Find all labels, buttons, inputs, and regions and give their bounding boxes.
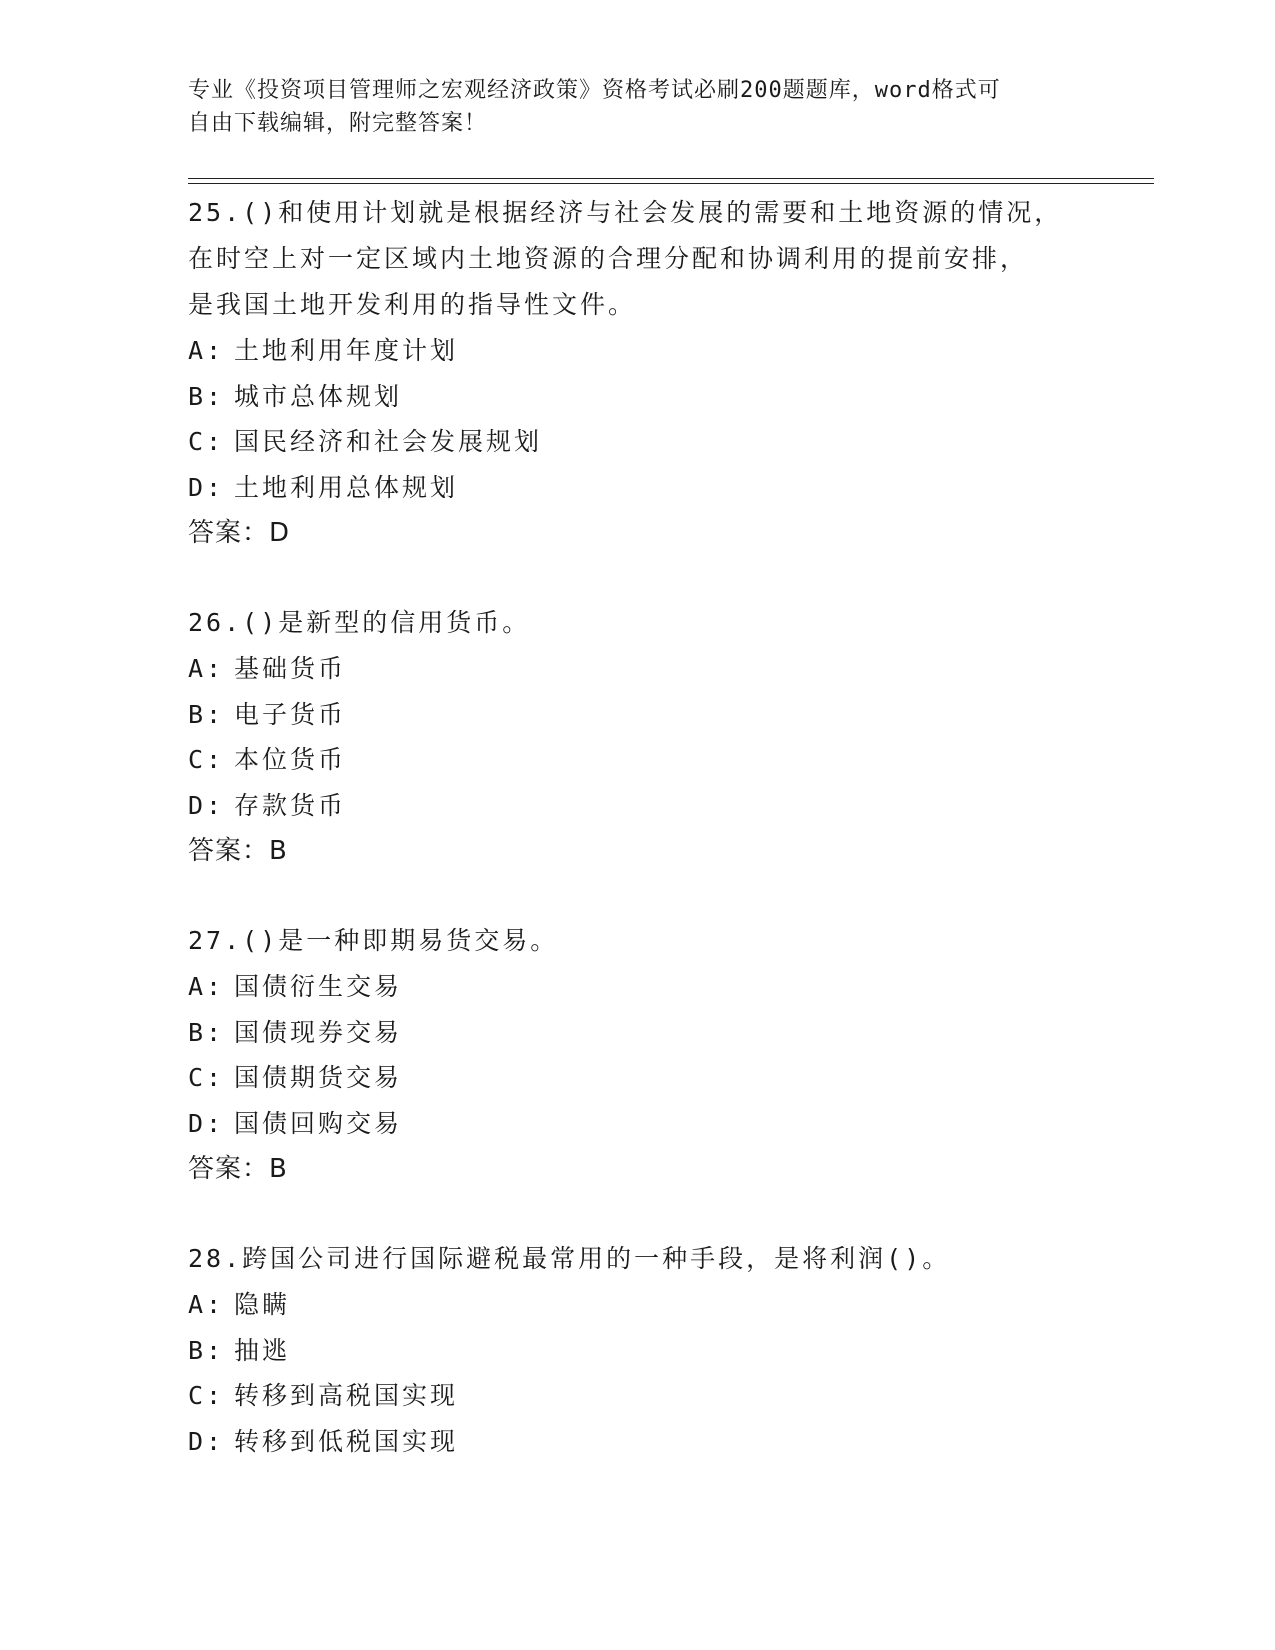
option-text: 国债衍生交易 <box>234 972 403 1001</box>
header-line-2: 自由下载编辑，附完整答案！ <box>188 111 488 136</box>
question-text-line: 25.()和使用计划就是根据经济与社会发展的需要和土地资源的情况， <box>188 198 1063 227</box>
option-text: 国债期货交易 <box>234 1063 403 1092</box>
option-c <box>188 1055 1088 1101</box>
option-key: C: <box>188 427 225 456</box>
option-b <box>188 1328 1088 1374</box>
option-key: B: <box>188 1335 225 1365</box>
option-c <box>188 419 1088 465</box>
option-key: A: <box>188 336 225 365</box>
header-divider-bottom <box>188 183 1154 184</box>
option-key: C: <box>188 1381 225 1410</box>
answer-label: 答案：D <box>188 518 291 548</box>
option-a <box>188 646 1088 692</box>
question-27 <box>188 918 1088 1192</box>
option-key: A: <box>188 654 225 683</box>
option-d <box>188 783 1088 829</box>
option-a <box>188 964 1088 1010</box>
option-text: 隐瞒 <box>234 1290 291 1319</box>
document-header <box>188 74 1088 140</box>
option-key: A: <box>188 1290 225 1319</box>
option-key: B: <box>188 1017 225 1047</box>
option-b <box>188 692 1088 738</box>
answer-label: 答案：B <box>188 836 288 866</box>
question-26 <box>188 600 1088 874</box>
question-text-line: 27.()是一种即期易货交易。 <box>188 926 559 955</box>
option-key: D: <box>188 472 225 502</box>
option-text: 土地利用总体规划 <box>234 472 459 502</box>
option-key: D: <box>188 1108 225 1138</box>
option-text: 本位货币 <box>234 745 347 774</box>
option-key: B: <box>188 381 225 411</box>
option-text: 转移到高税国实现 <box>234 1381 459 1410</box>
answer-label: 答案：B <box>188 1154 288 1184</box>
option-text: 土地利用年度计划 <box>234 336 459 365</box>
option-d <box>188 465 1088 511</box>
header-divider-top <box>188 178 1154 179</box>
question-list <box>188 190 1088 1508</box>
question-text-line: 26.()是新型的信用货币。 <box>188 608 531 637</box>
option-b <box>188 1010 1088 1056</box>
option-text: 抽逃 <box>234 1335 291 1365</box>
option-text: 国债现券交易 <box>234 1017 403 1047</box>
option-text: 电子货币 <box>234 699 347 729</box>
question-28 <box>188 1236 1088 1464</box>
header-line-1: 专业《投资项目管理师之宏观经济政策》资格考试必刷200题题库，word格式可 <box>188 78 1001 103</box>
option-text: 存款货币 <box>234 790 347 820</box>
option-text: 国债回购交易 <box>234 1108 403 1138</box>
option-d <box>188 1419 1088 1465</box>
option-key: D: <box>188 790 225 820</box>
option-c <box>188 737 1088 783</box>
option-c <box>188 1373 1088 1419</box>
option-key: A: <box>188 972 225 1001</box>
option-key: B: <box>188 699 225 729</box>
question-text-line: 是我国土地开发利用的指导性文件。 <box>188 290 637 319</box>
question-25 <box>188 190 1088 556</box>
option-key: D: <box>188 1426 225 1456</box>
option-text: 基础货币 <box>234 654 347 683</box>
option-text: 转移到低税国实现 <box>234 1426 459 1456</box>
option-a <box>188 1282 1088 1328</box>
option-a <box>188 328 1088 374</box>
option-text: 城市总体规划 <box>234 381 403 411</box>
option-text: 国民经济和社会发展规划 <box>234 427 543 456</box>
option-d <box>188 1101 1088 1147</box>
option-b <box>188 374 1088 420</box>
option-key: C: <box>188 745 225 774</box>
option-key: C: <box>188 1063 225 1092</box>
question-text-line: 在时空上对一定区域内土地资源的合理分配和协调利用的提前安排， <box>188 244 1029 273</box>
question-text-line: 28.跨国公司进行国际避税最常用的一种手段，是将利润()。 <box>188 1244 951 1273</box>
